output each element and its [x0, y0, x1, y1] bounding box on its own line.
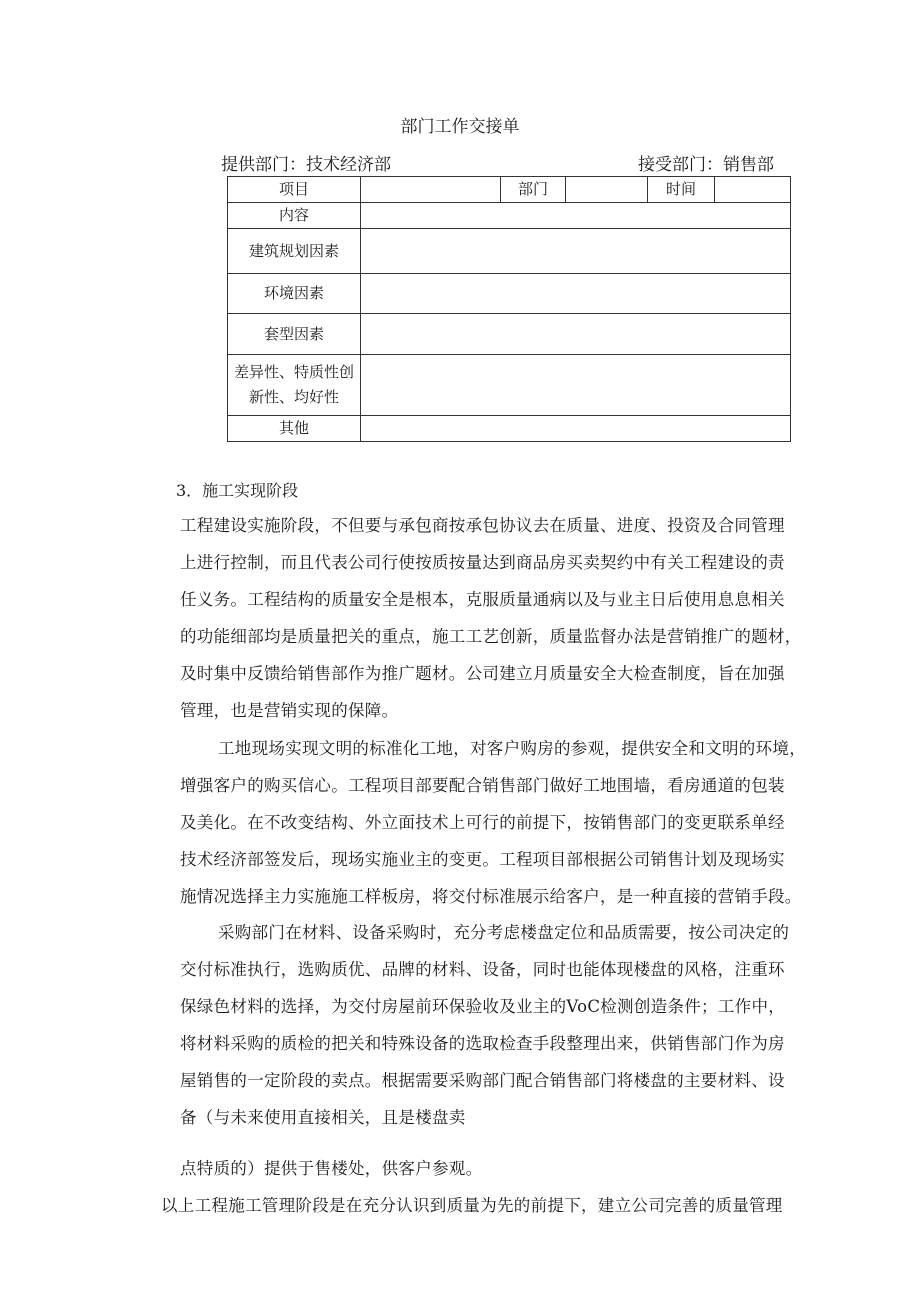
row-label: 套型因素	[228, 314, 361, 355]
header-dept: 部门	[501, 177, 566, 203]
receiver-department: 接受部门：销售部	[638, 155, 774, 175]
row-value-cell[interactable]	[361, 229, 791, 274]
text-line: 技术经济部签发后，现场实施业主的变更。工程项目部根据公司销售计划及现场实	[180, 850, 785, 869]
text-line: 采购部门在材料、设备采购时，充分考虑楼盘定位和品质需要，按公司决定的	[218, 923, 790, 942]
page-title: 部门工作交接单	[400, 117, 520, 137]
text-line: 的功能细部均是质量把关的重点，施工工艺创新，质量监督办法是营销推广的题材，	[180, 627, 802, 646]
header-time: 时间	[648, 177, 715, 203]
text-line: 以上工程施工管理阶段是在充分认识到质量为先的前提下，建立公司完善的质量管理	[161, 1196, 783, 1215]
text-line: 施情况选择主力实施施工样板房，将交付标准展示给客户，是一种直接的营销手段。	[180, 887, 802, 906]
dept-value-cell[interactable]	[566, 177, 648, 203]
table-row	[228, 416, 791, 442]
paragraph-summary	[161, 1187, 783, 1224]
row-value-cell[interactable]	[361, 314, 791, 355]
row-value-cell[interactable]	[361, 355, 791, 416]
handover-table	[227, 176, 791, 442]
paragraph-procurement	[180, 914, 789, 1136]
row-label	[228, 355, 361, 416]
row-label-line: 新性、均好性	[248, 388, 339, 406]
header-item: 项目	[228, 177, 361, 203]
table-header-row	[228, 177, 791, 203]
text-line: 工程建设实施阶段，不但要与承包商按承包协议去在质量、进度、投资及合同管理	[180, 516, 785, 535]
text-line: 点特质的）提供于售楼处，供客户参观。	[180, 1159, 483, 1178]
paragraph-site	[180, 730, 806, 915]
section-heading: 3．施工实现阶段	[176, 481, 299, 500]
table-row	[228, 314, 791, 355]
text-line: 及美化。在不改变结构、外立面技术上可行的前提下，按销售部门的变更联系单经	[180, 813, 785, 832]
text-line: 交付标准执行，选购质优、品牌的材料、设备，同时也能体现楼盘的风格，注重环	[180, 960, 785, 979]
table-row	[228, 229, 791, 274]
row-label: 内容	[228, 203, 361, 229]
table-row	[228, 274, 791, 314]
text-line: 将材料采购的质检的把关和特殊设备的选取检查手段整理出来，供销售部门作为房	[180, 1034, 785, 1053]
row-label: 其他	[228, 416, 361, 442]
text-line: 备（与未来使用直接相关，且是楼盘卖	[180, 1108, 466, 1127]
row-label-line: 差异性、特质性创	[233, 363, 354, 381]
row-label: 建筑规划因素	[228, 229, 361, 274]
text-line: 上进行控制，而且代表公司行使按质按量达到商品房买卖契约中有关工程建设的责	[180, 553, 785, 572]
time-value-cell[interactable]	[715, 177, 791, 203]
text-line: 工地现场实现文明的标准化工地，对客户购房的参观，提供安全和文明的环境，	[218, 739, 806, 758]
row-value-cell[interactable]	[361, 416, 791, 442]
table-row	[228, 355, 791, 416]
row-label: 环境因素	[228, 274, 361, 314]
text-line: 增强客户的购买信心。工程项目部要配合销售部门做好工地围墙，看房通道的包装	[180, 776, 785, 795]
paragraph-construction	[180, 507, 802, 729]
item-value-cell[interactable]	[361, 177, 501, 203]
row-value-cell[interactable]	[361, 203, 791, 229]
text-line: 及时集中反馈给销售部作为推广题材。公司建立月质量安全大检查制度，旨在加强	[180, 664, 785, 683]
text-line: 管理，也是营销实现的保障。	[180, 701, 399, 720]
table-row	[228, 203, 791, 229]
paragraph-continuation	[180, 1150, 482, 1187]
text-line: 屋销售的一定阶段的卖点。根据需要采购部门配合销售部门将楼盘的主要材料、设	[180, 1071, 785, 1090]
row-value-cell[interactable]	[361, 274, 791, 314]
provider-department: 提供部门：技术经济部	[221, 155, 391, 175]
text-line: 保绿色材料的选择，为交付房屋前环保验收及业主的VoC检测创造条件；工作中，	[180, 997, 786, 1016]
text-line: 任义务。工程结构的质量安全是根本，克服质量通病以及与业主日后使用息息相关	[180, 590, 785, 609]
